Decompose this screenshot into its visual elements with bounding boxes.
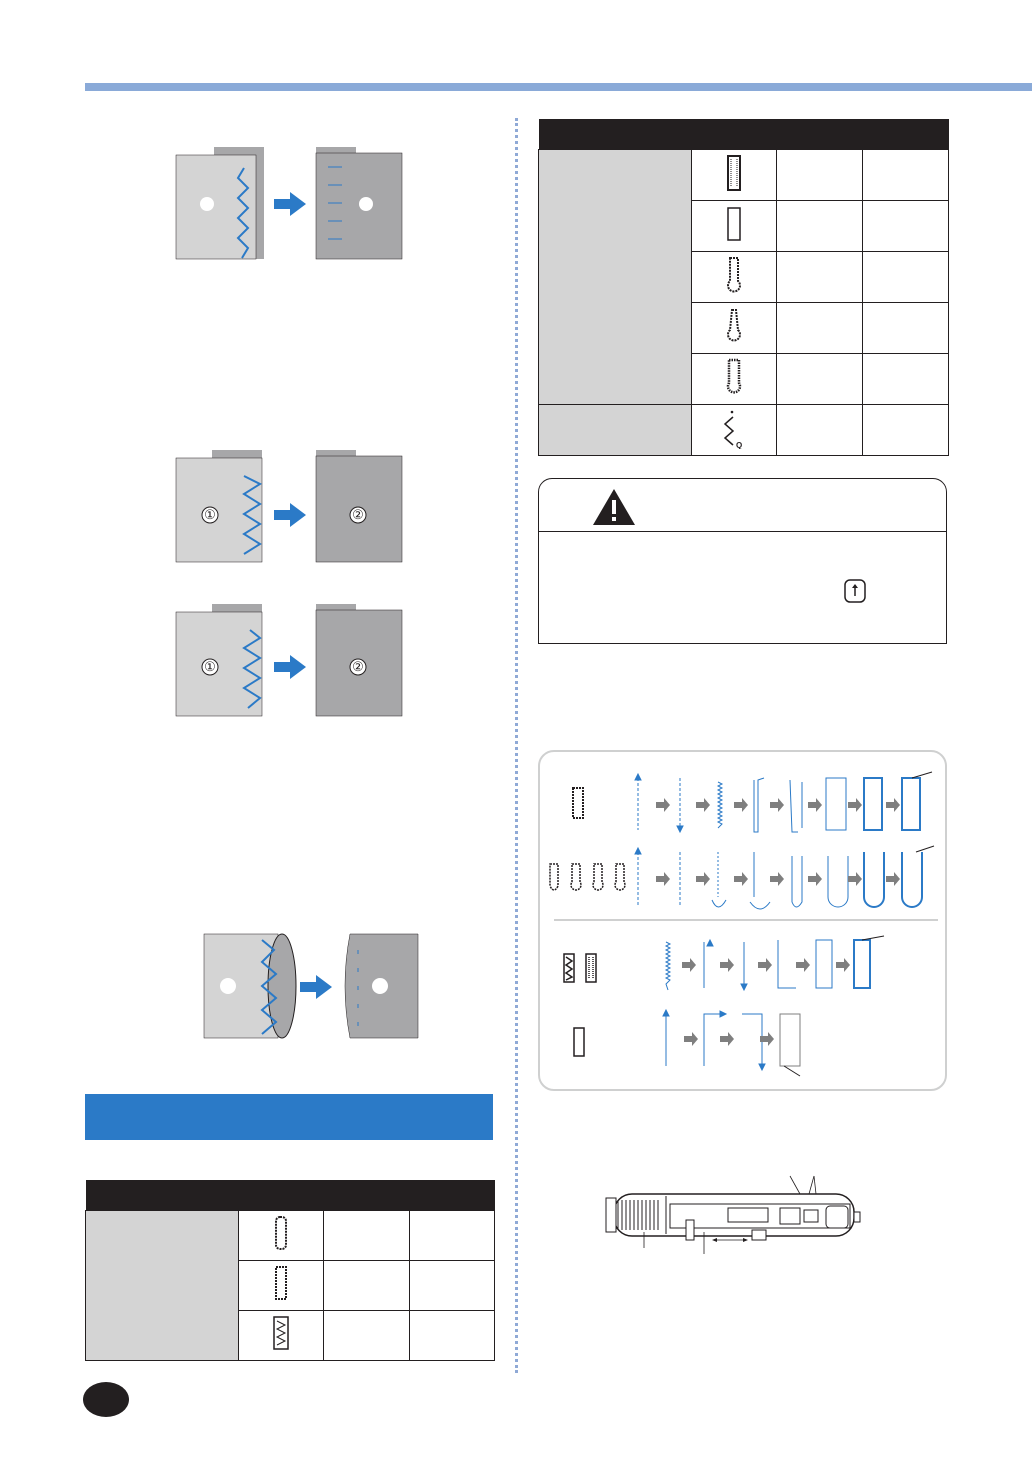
page-number-badge [83,1382,129,1417]
buttonhole-zigzag-icon [239,1311,324,1361]
fabric-marker-right: ② [352,507,364,522]
col-header [692,119,777,150]
sewing-order-panel [538,750,947,1091]
category-cell [539,405,692,456]
col-header [324,1180,410,1211]
sequence-row-bar-tack [663,1010,800,1076]
fabric-marker-right: ② [352,659,364,674]
tubular-overcast-figure [200,930,424,1044]
width-cell [777,252,863,303]
category-cell [86,1211,239,1361]
buttonhole-rounded-icon [239,1211,324,1261]
stretch-buttonholes-icon [564,954,596,982]
sequence-row-stretch [666,936,884,990]
square-buttonhole-icon [573,788,583,818]
length-cell [410,1261,495,1311]
svg-text:Q: Q [736,440,743,449]
col-header [410,1180,495,1211]
width-cell [324,1261,410,1311]
col-header [539,119,692,150]
header-accent-bar [85,83,1032,91]
fabric-marker-left: ① [204,659,216,674]
overcast-figure-1 [170,143,410,263]
keyhole-buttonhole-wide-icon [692,354,777,405]
length-cell [863,150,949,201]
section-heading-band [85,1094,493,1140]
width-cell [777,150,863,201]
buttonhole-narrow-icon [239,1261,324,1311]
warning-triangle-icon [591,487,637,527]
length-cell [863,303,949,354]
col-header [777,119,863,150]
keyhole-buttonhole-icon [692,252,777,303]
keyhole-buttonholes-icon [550,864,625,890]
length-cell [863,252,949,303]
width-cell [777,201,863,252]
width-cell [777,405,863,456]
width-cell [777,303,863,354]
column-divider [515,118,518,1373]
right-stitch-table [538,119,949,456]
bar-tack-icon [574,1028,584,1056]
length-cell [863,354,949,405]
caution-box [538,478,947,644]
category-cell [539,150,692,405]
needle-position-key-icon [844,579,866,603]
width-cell [324,1211,410,1261]
overcast-figure-2 [170,446,410,566]
width-cell [777,354,863,405]
col-header [86,1180,239,1211]
keyhole-buttonhole-tapered-icon [692,303,777,354]
caution-header [539,479,946,532]
col-header [863,119,949,150]
left-stitch-table [85,1180,495,1361]
length-cell [410,1211,495,1261]
length-cell [863,405,949,456]
width-cell [324,1311,410,1361]
length-cell [863,201,949,252]
length-cell [410,1311,495,1361]
fabric-marker-left: ① [204,507,216,522]
col-header [239,1180,324,1211]
buttonhole-foot-icon [604,1170,886,1260]
buttonhole-square-outline-icon [692,201,777,252]
buttonhole-narrow-rounded-icon [692,150,777,201]
bar-tack-zigzag-icon [692,405,777,456]
